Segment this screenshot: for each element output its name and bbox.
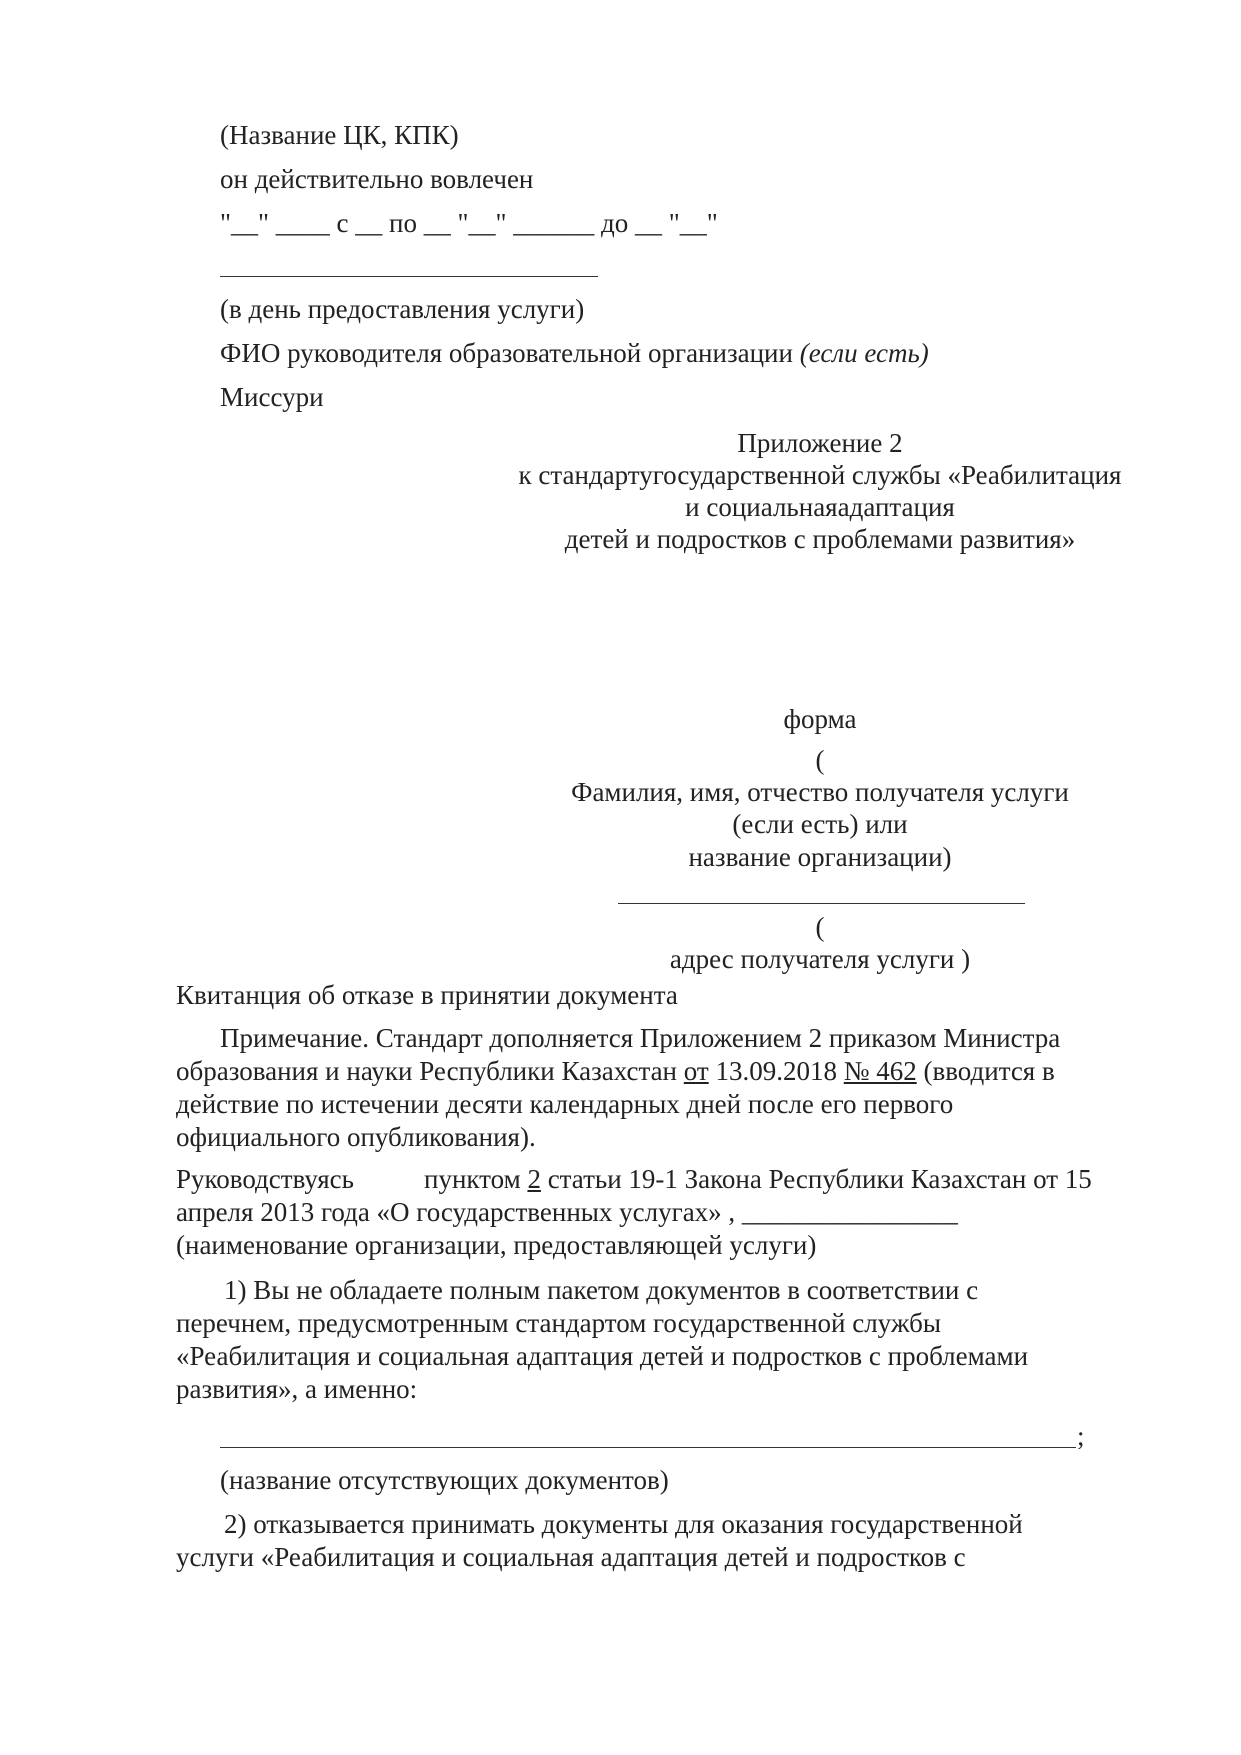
center-name-label: (Название ЦК, КПК) (220, 120, 459, 150)
organization-provider-label: (наименование организации, предоставляющей услуги) (176, 1230, 817, 1260)
appendix-children: детей и подростков с проблемами развития» (564, 524, 1076, 554)
missouri-text: Миссури (220, 382, 324, 412)
date-range-blanks: "__" ____ с __ по __ "__" ______ до __ "__" (220, 208, 718, 238)
item1-line-3: «Реабилитация и социальная адаптация детей и подростков с проблемами (176, 1341, 1029, 1371)
recipient-name-label: Фамилия, имя, отчество получателя услуги (571, 777, 1069, 807)
item2-line-2: услуги «Реабилитация и социальная адаптация детей и подростков с (176, 1542, 966, 1572)
open-paren-2: ( (815, 912, 825, 942)
guided-word: Руководствуясь (176, 1164, 354, 1194)
note-line-1: Примечание. Стандарт дополняется Приложением 2 приказом Министра (220, 1023, 1061, 1053)
item1-line-4: развития», а именно: (176, 1374, 418, 1404)
recipient-line (618, 903, 1025, 904)
guided-line-2: апреля 2013 года «О государственных услугах» , ________________ (176, 1197, 958, 1227)
recipient-address-label: адрес получателя услуги ) (669, 944, 971, 974)
law-article-text: статьи 19-1 Закона Республики Казахстан от 15 (540, 1164, 1092, 1194)
item1-line-2: перечнем, предусмотренным стандартом государственной службы (176, 1308, 941, 1338)
note-line-4: официального опубликования). (176, 1122, 536, 1152)
appendix-adaptation: и социальнаяадаптация (685, 492, 955, 522)
semicolon: ; (1077, 1421, 1085, 1451)
note-text-tail: (вводится в (916, 1056, 1055, 1086)
guided-point (424, 1163, 1092, 1195)
item1-line-1: 1) Вы не обладаете полным пакетом документов в соответствии с (224, 1275, 979, 1305)
note-date: 13.09.2018 (708, 1056, 844, 1086)
receipt-title: Квитанция об отказе в принятии документа (176, 980, 678, 1010)
involved-text: он действительно вовлечен (220, 164, 534, 194)
point-word: пунктом (424, 1164, 528, 1194)
item2-line-1: 2) отказывается принимать документы для оказания государственной (224, 1509, 1023, 1539)
order-number-link[interactable]: № 462 (843, 1056, 917, 1086)
note-line-3: действие по истечении десяти календарных дней после его первого (176, 1089, 954, 1119)
if-any-italic: (если есть) (799, 338, 929, 368)
missing-docs-line (220, 1447, 1076, 1448)
form-label: форма (783, 704, 857, 734)
from-link[interactable]: от (683, 1056, 709, 1086)
missing-docs-label: (название отсутствующих документов) (220, 1465, 669, 1495)
appendix-standard: к стандартугосударственной службы «Реабилитация (518, 460, 1122, 490)
point-number-link[interactable]: 2 (527, 1164, 541, 1194)
signature-line (220, 276, 598, 277)
head-name-text: ФИО руководителя образовательной организации (220, 338, 800, 368)
head-name-label (220, 337, 929, 369)
recipient-if-any: (если есть) или (732, 809, 908, 839)
service-day-label: (в день предоставления услуги) (220, 294, 585, 324)
open-paren: ( (815, 745, 825, 775)
note-line-2 (176, 1055, 1055, 1087)
organization-name-label: название организации) (688, 842, 952, 872)
appendix-number: Приложение 2 (737, 428, 903, 458)
note-text: образования и науки Республики Казахстан (176, 1056, 684, 1086)
